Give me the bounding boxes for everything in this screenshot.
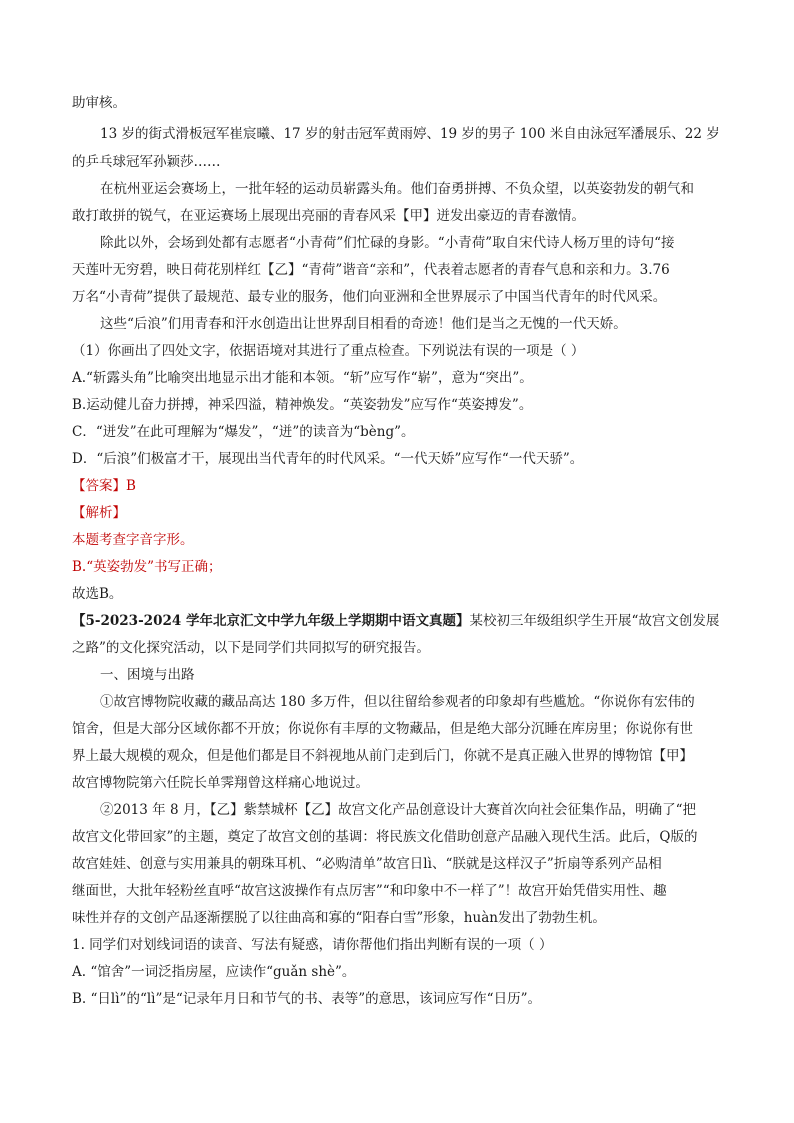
text-line: 故宫文化带回家”的主题，奠定了故宫文创的基调：将民族文化借助创意产品融入现代生活。此后，Q版的 <box>72 829 698 845</box>
question-stem: （1）你画出了四处文字，依据语境对其进行了重点检查。下列说法有误的一项是（ ） <box>72 343 585 359</box>
option-c: C．“迸发”在此可理解为“爆发”，“迸”的读音为“bèng”。 <box>72 424 415 440</box>
option-a: A. “馆舍”一词泛指房屋，应读作“guǎn shè”。 <box>72 964 356 980</box>
text-line: 故宫娃娃、创意与实用兼具的朝珠耳机、“必购清单”故宫日lì、“朕就是这样汉子”折扇等系列产品相 <box>72 856 662 872</box>
question-intro <box>72 611 732 631</box>
text-line: ②2013 年 8 月，【乙】紫禁城杯【乙】故宫文化产品创意设计大赛首次向社会征集作品，明确了“把 <box>100 802 696 818</box>
answer: 【答案】B <box>72 478 136 494</box>
text-line: 继面世，大批年轻粉丝直呼“故宫这波操作有点厉害”“和印象中不一样了”！故宫开始凭借实用性、趣 <box>72 883 667 899</box>
question-source: 【5-2023-2024 学年北京汇文中学九年级上学期期中语文真题】 <box>72 613 470 629</box>
question-stem: 1. 同学们对划线词语的读音、写法有疑惑，请你帮他们指出判断有误的一项（ ） <box>72 937 553 953</box>
analysis-text: 本题考查字音字形。 <box>72 532 194 548</box>
text-line: 的乒乓球冠军孙颖莎…… <box>72 154 221 170</box>
text-line: 13 岁的街式滑板冠军崔宸曦、17 岁的射击冠军黄雨婷、19 岁的男子 100 米自由泳冠军潘展乐、22 岁 <box>100 126 720 142</box>
text-line: 界上最大规模的观众，但是他们都是目不斜视地从前门走到后门，你就不是真正融入世界的博物馆【甲】 <box>72 748 693 764</box>
section-heading: 一、困境与出路 <box>100 667 195 683</box>
text-line: 之路”的文化探究活动，以下是同学们共同拟写的研究报告。 <box>72 640 430 656</box>
text-line: 敢打敢拼的锐气，在亚运赛场上展现出亮丽的青春风采【甲】迸发出豪迈的青春激情。 <box>72 208 585 224</box>
text-line: 这些“后浪”们用青春和汗水创造出让世界刮目相看的奇迹！他们是当之无愧的一代天娇。 <box>100 316 627 332</box>
text-line: 除此以外，会场到处都有志愿者“小青荷”们忙碌的身影。“小青荷”取自宋代诗人杨万里的诗句“接 <box>100 235 675 251</box>
option-a: A.“斩露头角”比喻突出地显示出才能和本领。“斩”应写作“崭”，意为“突出”。 <box>72 370 533 386</box>
option-d: D．“后浪”们极富才干，展现出当代青年的时代风采。“一代天娇”应写作“一代天骄”。 <box>72 451 584 467</box>
analysis-text: B.“英姿勃发”书写正确； <box>72 559 222 575</box>
text-line: 故宫博物院第六任院长单霁翔曾这样痛心地说过。 <box>72 775 369 791</box>
option-b: B. “日lì”的“lì”是“记录年月日和节气的书、表等”的意思，该词应写作“日历”。 <box>72 991 541 1007</box>
text-line: 万名“小青荷”提供了最规范、最专业的服务，他们向亚洲和全世界展示了中国当代青年的时代风采。 <box>72 289 667 305</box>
analysis-text: 故选B。 <box>72 586 123 602</box>
text-line: 馆舍，但是大部分区域你都不开放；你说你有丰厚的文物藏品，但是绝大部分沉睡在库房里；你说你有世 <box>72 721 693 737</box>
text-line: 助审核。 <box>72 95 126 111</box>
text-line: ①故宫博物院收藏的藏品高达 180 多万件，但以往留给参观者的印象却有些尴尬。“你说你有宏伟的 <box>100 694 695 710</box>
text-line: 在杭州亚运会赛场上，一批年轻的运动员崭露头角。他们奋勇拼搏、不负众望，以英姿勃发的朝气和 <box>100 181 694 197</box>
text-line: 天莲叶无穷碧，映日荷花别样红【乙】“青荷”谐音“亲和”，代表着志愿者的青春气息和亲和力。3.76 <box>72 262 670 278</box>
analysis-heading: 【解析】 <box>72 505 126 521</box>
text-line: 味性并存的文创产品逐渐摆脱了以往曲高和寡的“阳春白雪”形象，huàn发出了勃勃生机。 <box>72 910 606 926</box>
question-intro-text: 某校初三年级组织学生开展“故宫文创发展 <box>469 613 720 629</box>
option-b: B.运动健儿奋力拼搏，神采四溢，精神焕发。“英姿勃发”应写作“英姿搏发”。 <box>72 397 533 413</box>
